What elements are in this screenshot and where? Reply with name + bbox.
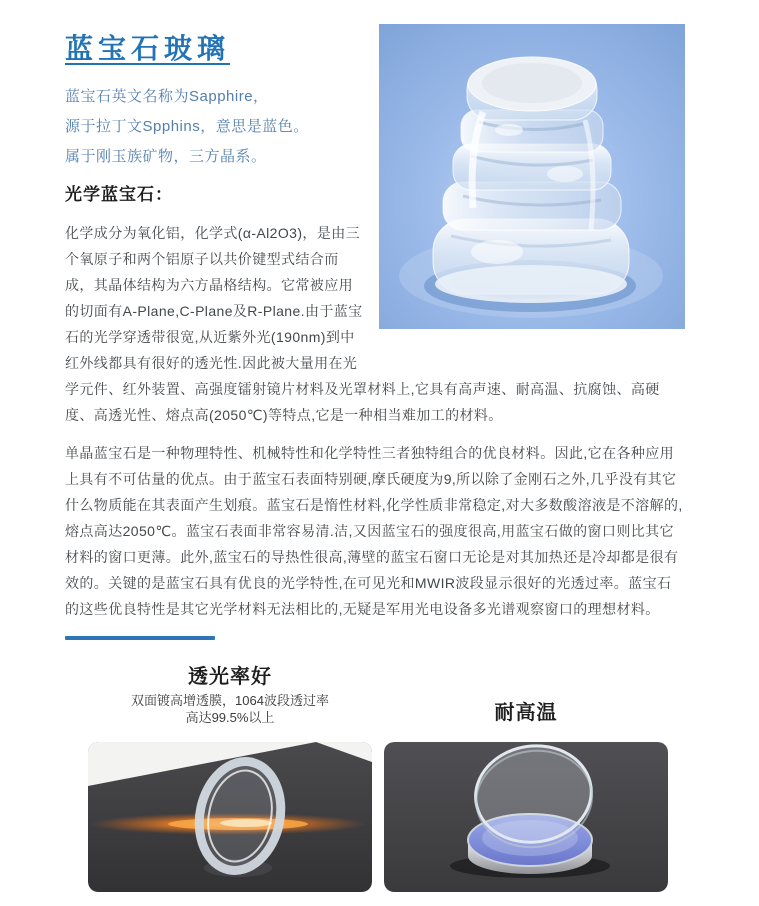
paragraph-optical-sapphire: 化学成分为氧化铝，化学式(α-Al2O3)，是由三个氧原子和两个铝原子以共价键型式结合而成，其晶体结构为六方晶格结构。它常被应用的切面有A-Plane,C-Plane及R-Plane.由于蓝宝石的光学穿透带很宽,从近紫外光(190nm)到中红外线都具有很好的透光性.因此被大量用在光学元件、红外装置、高强度镭射镜片材料及光罩材料上,它具有高声速、耐高温、抗腐蚀、高硬度、高透光性、熔点高(2050℃)等特点,它是一种相当难加工的材料。 — [65, 225, 660, 423]
transmittance-lens-photo — [88, 742, 372, 892]
feature-subtitle-transmittance — [88, 692, 372, 726]
feature-head-heat-resistance — [384, 666, 668, 742]
feature-subtitle-line-1: 双面镀高增透膜，1064波段透过率 — [131, 693, 329, 708]
blue-divider — [65, 636, 215, 640]
feature-head-transmittance — [88, 666, 372, 742]
section-heading: 光学蓝宝石： — [65, 185, 173, 204]
features-row — [65, 666, 685, 892]
sapphire-crystal-photo — [379, 24, 685, 329]
paragraph-single-crystal: 单晶蓝宝石是一种物理特性、机械特性和化学特性三者独特组合的优良材料。因此,它在各种应用上具有不可估量的优点。由于蓝宝石表面特别硬,摩氏硬度为9,所以除了金刚石之外,几乎没有其它什么物质能在其表面产生划痕。蓝宝石是惰性材料,化学性质非常稳定,对大多数酸溶液是不溶解的,熔点高达2050℃。蓝宝石表面非常容易清.洁,又因蓝宝石的强度很高,用蓝宝石做的窗口则比其它材料的窗口更薄。此外,蓝宝石的导热性很高,薄壁的蓝宝石窗口无论是对其加热还是冷却都是很有效的。关键的是蓝宝石具有优良的光学特性,在可见光和MWIR波段显示很好的光透过率。蓝宝石的这些优良特性是其它光学材料无法相比的,无疑是军用光电设备多光谱观察窗口的理想材料。 — [65, 445, 683, 617]
feature-title-heat-resistance: 耐高温 — [494, 702, 558, 724]
feature-subtitle-line-2: 高达99.5%以上 — [185, 710, 275, 725]
page-title[interactable]: 蓝宝石玻璃 — [65, 33, 231, 64]
feature-column-heat-resistance — [384, 666, 668, 892]
feature-title-transmittance: 透光率好 — [188, 666, 272, 688]
heat-resistant-lens-photo — [384, 742, 668, 892]
feature-column-transmittance — [88, 666, 372, 892]
intro-line-1: 蓝宝石英文名称为Sapphire， — [65, 88, 269, 105]
intro-line-2: 源于拉丁文Spphins，意思是蓝色。 — [65, 118, 309, 135]
intro-line-3: 属于刚玉族矿物，三方晶系。 — [65, 148, 267, 165]
